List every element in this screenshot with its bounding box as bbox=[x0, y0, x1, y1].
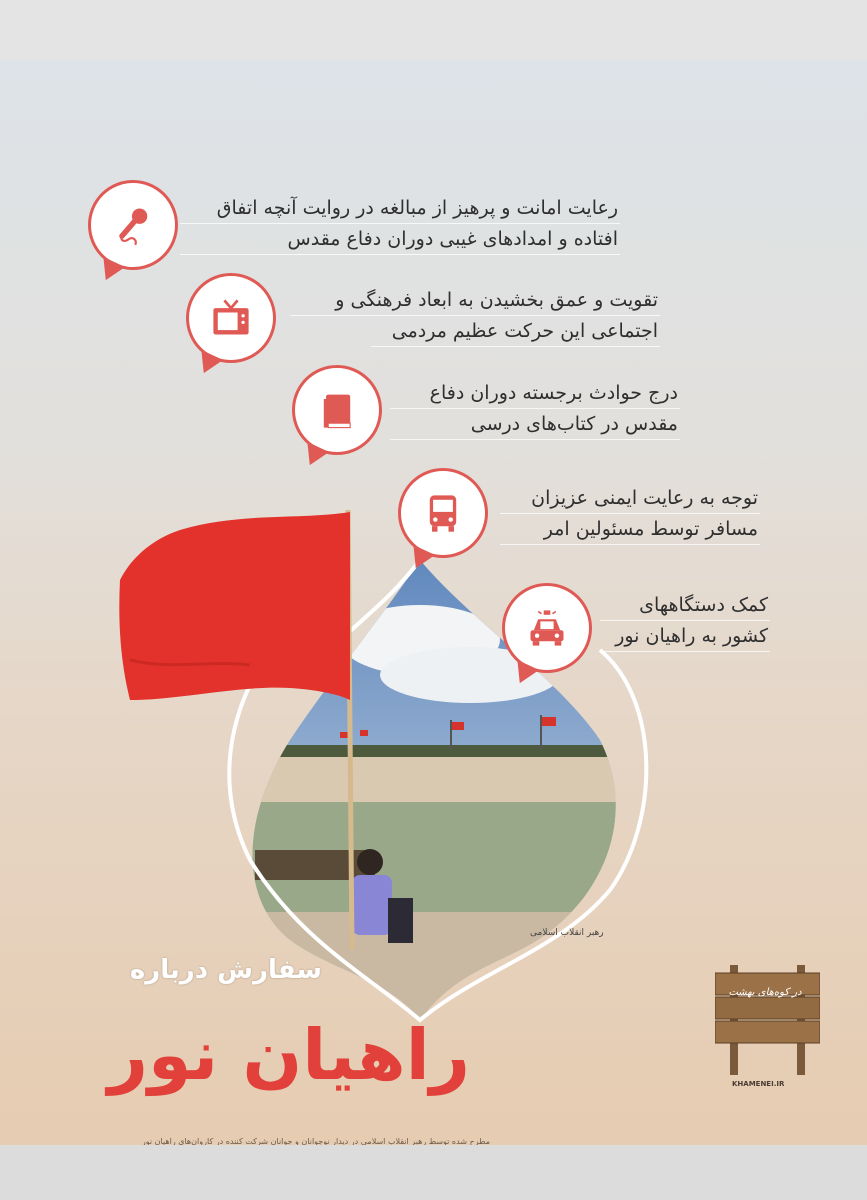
title-small: سفارش درباره bbox=[129, 955, 322, 985]
point-3-text bbox=[390, 378, 680, 440]
point-4-line-2: مسافر توسط مسئولین امر bbox=[500, 514, 760, 545]
bubble-1 bbox=[88, 180, 178, 270]
sign-board-icon bbox=[715, 965, 820, 1075]
bus-icon bbox=[421, 491, 465, 535]
bubble-4 bbox=[398, 468, 488, 558]
title-big: راهیان نور bbox=[107, 1014, 470, 1096]
bubble-2 bbox=[186, 273, 276, 363]
point-2-line-2: اجتماعی این حرکت عظیم مردمی bbox=[371, 316, 660, 347]
poster bbox=[0, 60, 867, 1145]
point-4-text bbox=[500, 483, 760, 545]
point-5-line-1: کمک دستگاههای bbox=[600, 590, 770, 621]
point-1-line-2: افتاده و امدادهای غیبی دوران دفاع مقدس bbox=[180, 224, 620, 255]
point-1-text bbox=[180, 193, 620, 255]
book-icon bbox=[315, 388, 359, 432]
point-1-line-1: رعایت امانت و پرهیز از مبالغه در روایت آنچه اتفاق bbox=[180, 193, 620, 224]
site-logo: KHAMENEI.IR bbox=[732, 1080, 785, 1088]
painting-signature: رهبر انقلاب اسلامی bbox=[530, 928, 604, 938]
police-car-icon bbox=[525, 606, 569, 650]
sign-text: در کوه‌های بهشت bbox=[728, 987, 802, 998]
bottom-band bbox=[0, 1145, 867, 1200]
point-2-line-1: تقویت و عمق بخشیدن به ابعاد فرهنگی و bbox=[290, 285, 660, 316]
point-5-text bbox=[600, 590, 770, 652]
footnote: مطرح شده توسط رهبر انقلاب اسلامی در دیدار نوجوانان و جوانان شرکت کننده در کاروان‌های راهیان نور bbox=[141, 1137, 490, 1145]
point-4-line-1: توجه به رعایت ایمنی عزیزان bbox=[500, 483, 760, 514]
point-2-text bbox=[290, 285, 660, 347]
wooden-sign bbox=[715, 965, 820, 1075]
tv-icon bbox=[209, 296, 253, 340]
microphone-icon bbox=[111, 203, 155, 247]
top-band bbox=[0, 0, 867, 60]
point-5-line-2: کشور به راهیان نور bbox=[600, 621, 770, 652]
bubble-3 bbox=[292, 365, 382, 455]
point-3-line-1: درج حوادث برجسته دوران دفاع bbox=[390, 378, 680, 409]
point-3-line-2: مقدس در کتاب‌های درسی bbox=[390, 409, 680, 440]
bubble-5 bbox=[502, 583, 592, 673]
